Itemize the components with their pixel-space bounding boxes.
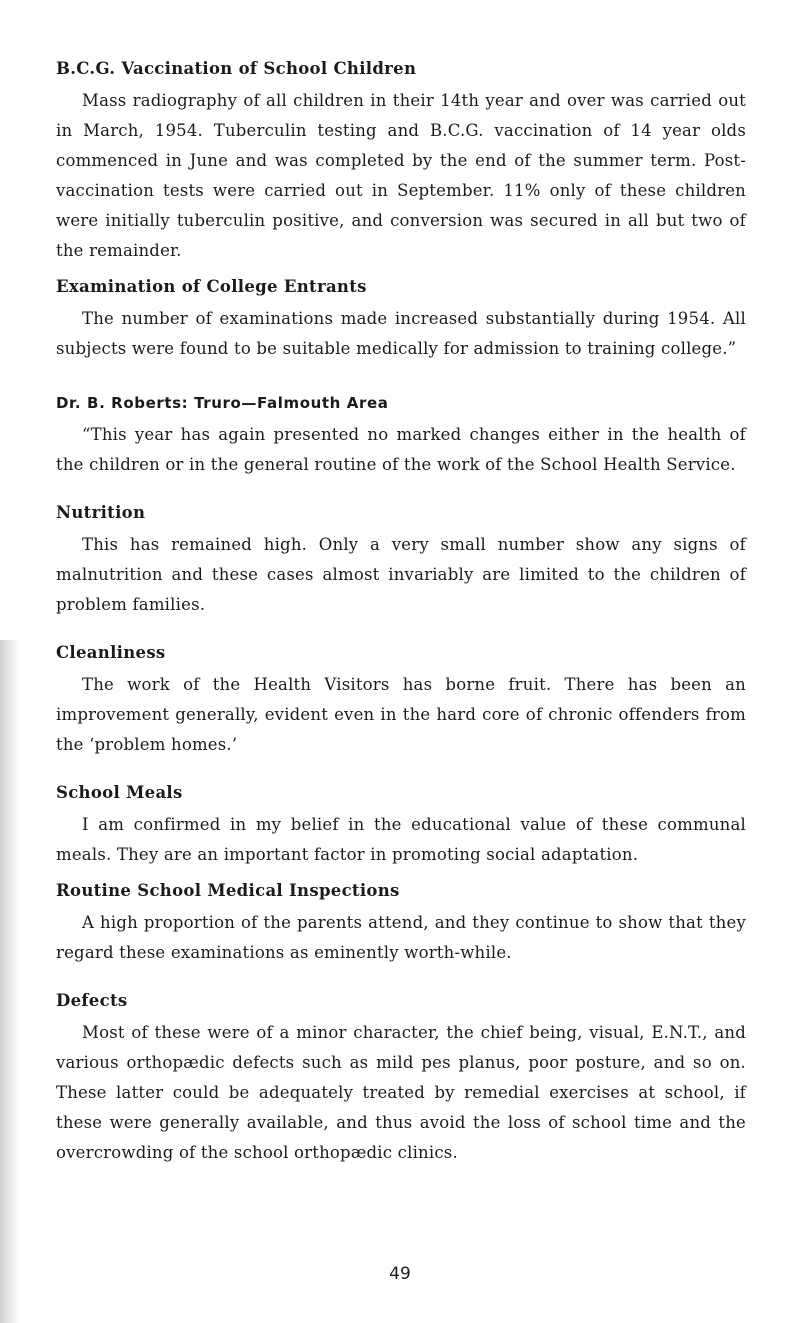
section-dr-roberts [56, 388, 746, 480]
page-number: 49 [389, 1264, 411, 1284]
section-heading: Cleanliness [56, 643, 166, 662]
section-medical-inspections [56, 876, 746, 968]
section-paragraph: A high proportion of the parents attend, and they continue to show that they regard these examinations as eminently worth-while. [56, 913, 746, 962]
document-page [56, 54, 746, 1174]
section-defects [56, 986, 746, 1168]
section-college-entrants [56, 272, 746, 364]
section-heading: Dr. B. Roberts: Truro—Falmouth Area [56, 394, 389, 412]
section-paragraph: I am confirmed in my belief in the educational value of these communal meals. They are an important factor in promoting social adaptation. [56, 815, 746, 864]
section-heading: School Meals [56, 783, 183, 802]
section-paragraph: Mass radiography of all children in their 14th year and over was carried out in March, 1954. Tuberculin testing and B.C.G. vaccination of 14 year olds commenced in June and was completed by the end of the summer term. Post-vaccination tests were carried out in September. 11% only of these children were initially tuberculin positive, and conversion was secured in all but two of the remainder. [56, 91, 746, 260]
section-paragraph: Most of these were of a minor character, the chief being, visual, E.N.T., and various orthopædic defects such as mild pes planus, poor posture, and so on. These latter could be adequately treated by remedial exercises at school, if these were generally available, and thus avoid the loss of school time and the overcrowding of the school orthopædic clinics. [56, 1023, 746, 1162]
section-nutrition [56, 498, 746, 620]
section-heading: Examination of College Entrants [56, 277, 367, 296]
section-cleanliness [56, 638, 746, 760]
section-heading: Defects [56, 991, 128, 1010]
section-school-meals [56, 778, 746, 870]
section-heading: B.C.G. Vaccination of School Children [56, 59, 417, 78]
section-paragraph: This has remained high. Only a very small number show any signs of malnutrition and these cases almost invariably are limited to the children of problem families. [56, 535, 746, 614]
section-bcg-vaccination [56, 54, 746, 266]
section-heading: Routine School Medical Inspections [56, 881, 400, 900]
scan-shadow-edge [0, 640, 20, 1323]
section-paragraph: The number of examinations made increased substantially during 1954. All subjects were found to be suitable medically for admission to training college.” [56, 309, 746, 358]
section-paragraph: “This year has again presented no marked changes either in the health of the children or in the general routine of the work of the School Health Service. [56, 425, 746, 474]
section-paragraph: The work of the Health Visitors has borne fruit. There has been an improvement generally, evident even in the hard core of chronic offenders from the ‘problem homes.’ [56, 675, 746, 754]
section-heading: Nutrition [56, 503, 146, 522]
